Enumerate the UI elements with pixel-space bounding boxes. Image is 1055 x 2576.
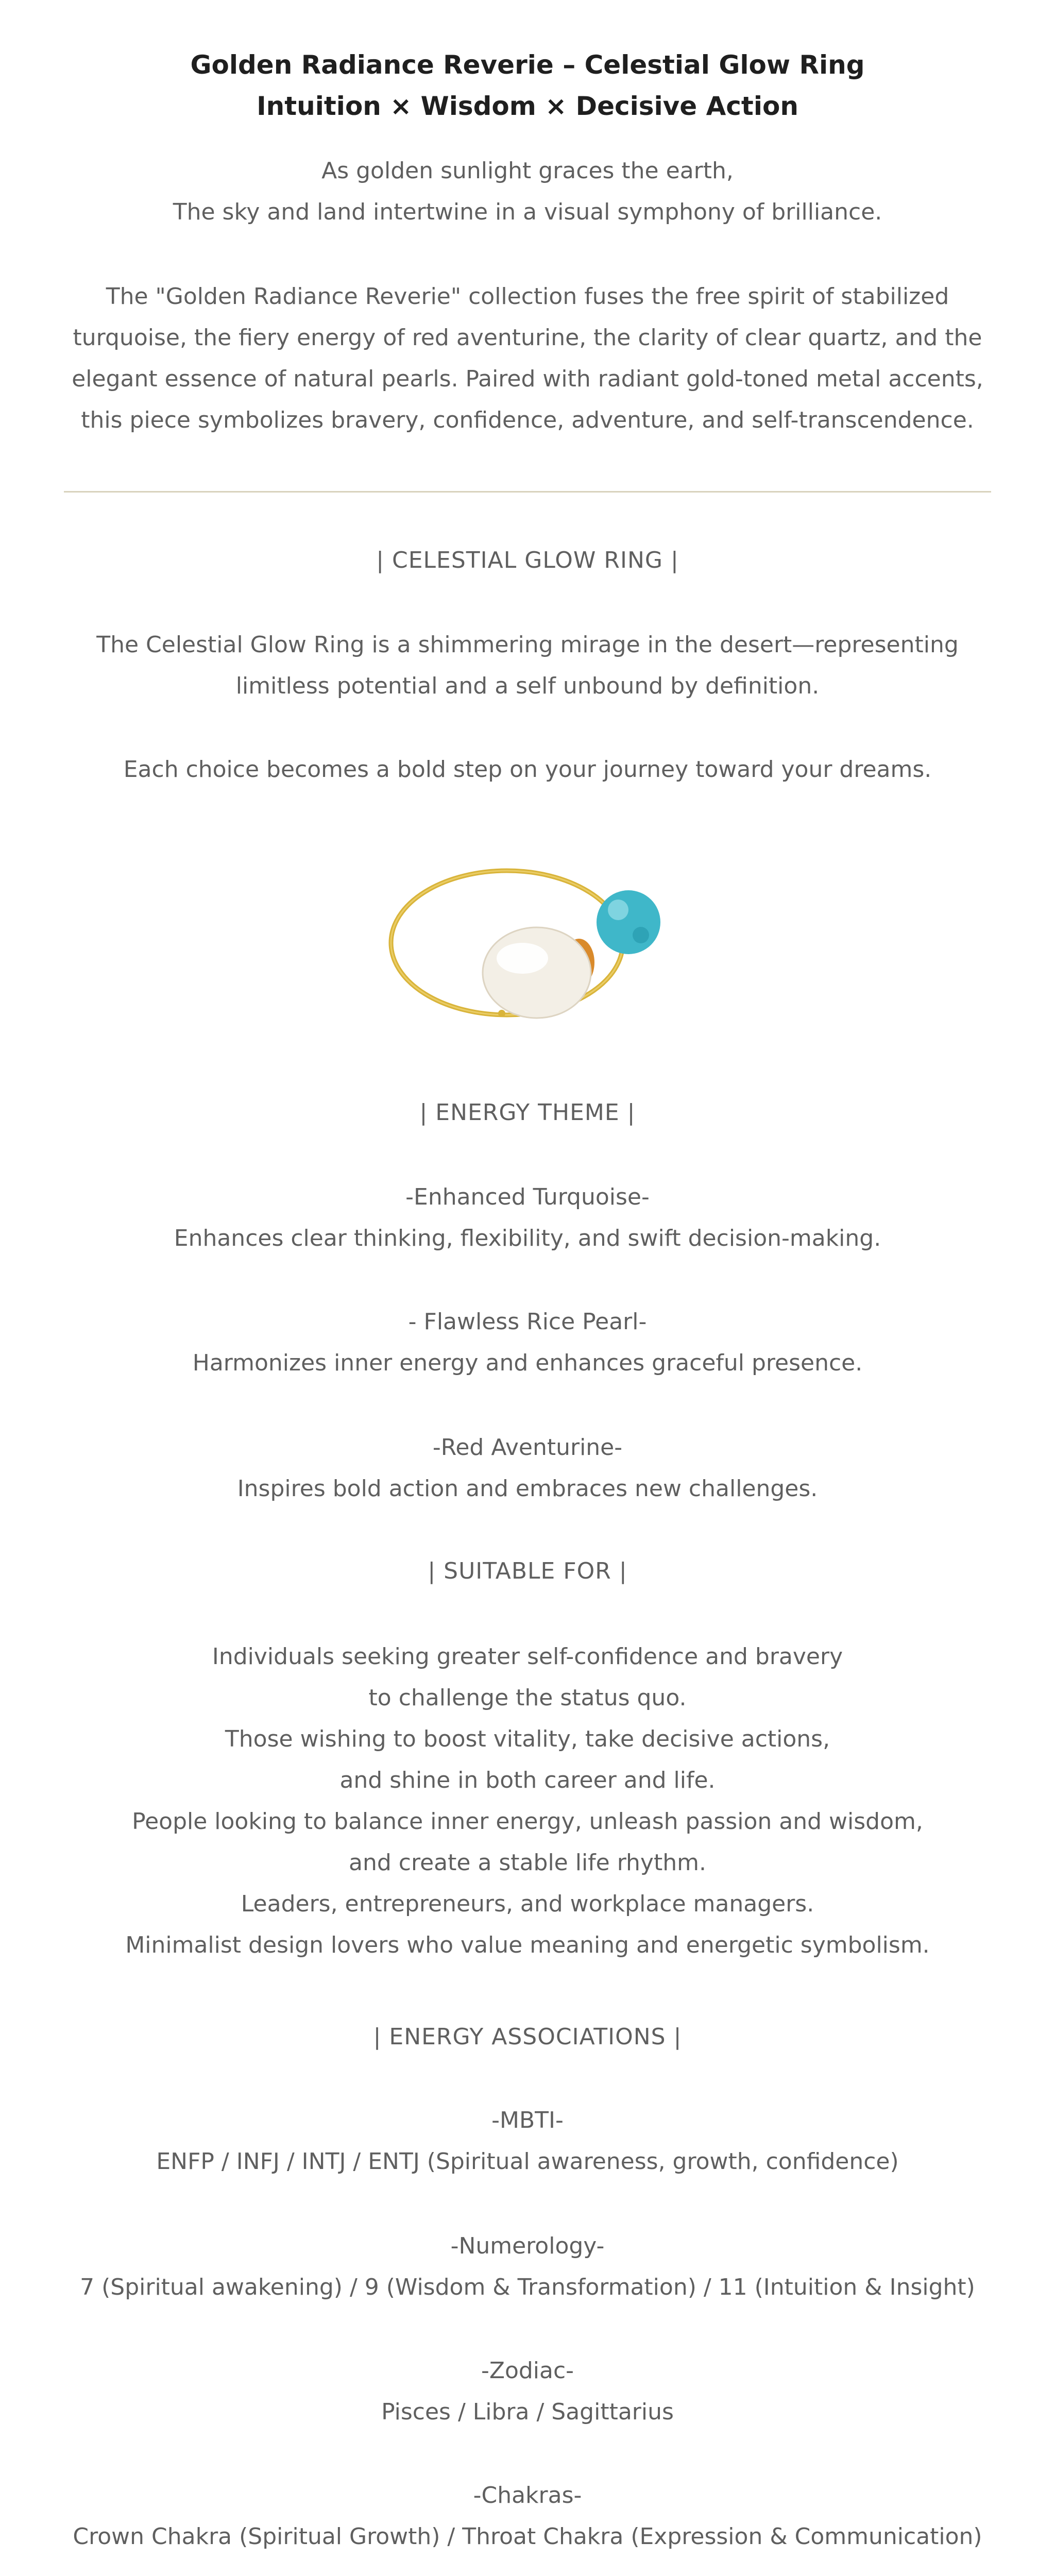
text-line: The "Golden Radiance Reverie" collection fuses the free spirit of stabilized [106,283,949,310]
association-item [0,2100,1055,2182]
energy-item-desc: Inspires bold action and embraces new challenges. [237,1476,818,1502]
text-line: As golden sunlight graces the earth, [321,158,734,184]
ring-illustration [383,866,672,1051]
text-line: People looking to balance inner energy, unleash passion and wisdom, [132,1808,923,1835]
text-line: Leaders, entrepreneurs, and workplace managers. [241,1891,814,1917]
association-name: -Zodiac- [481,2358,574,2384]
turquoise-bead [597,890,660,954]
text-line: and shine in both career and life. [339,1767,716,1793]
association-item [0,2475,1055,2557]
energy-item-desc: Harmonizes inner energy and enhances graceful presence. [192,1350,863,1376]
gold-bead [498,1010,505,1017]
energy-item-name: -Enhanced Turquoise- [405,1184,650,1210]
association-name: -MBTI- [491,2107,564,2133]
section-heading-energy-theme [0,1092,1055,1133]
text-line: turquoise, the fiery energy of red aventurine, the clarity of clear quartz, and the [73,325,982,351]
section-heading-product [0,540,1055,581]
text-line: Each choice becomes a bold step on your journey toward your dreams. [123,756,932,783]
association-value: Pisces / Libra / Sagittarius [381,2399,674,2425]
divider [64,491,991,493]
heading-text: | ENERGY THEME | [419,1099,636,1126]
product-description [0,624,1055,707]
association-value: Crown Chakra (Spiritual Growth) / Throat Chakra (Expression & Communication) [73,2523,982,2550]
subtitle-line: Intuition × Wisdom × Decisive Action [257,91,798,121]
association-value: ENFP / INFJ / INTJ / ENTJ (Spiritual awareness, growth, confidence) [156,2148,899,2175]
association-item [0,2350,1055,2433]
heading-text: | CELESTIAL GLOW RING | [376,547,679,573]
text-line: Individuals seeking greater self-confidence and bravery [212,1643,843,1670]
product-tagline [0,749,1055,790]
association-name: -Chakras- [473,2482,582,2509]
energy-item-name: - Flawless Rice Pearl- [408,1309,647,1335]
text-line: elegant essence of natural pearls. Paired with radiant gold-toned metal accents, [72,366,983,392]
text-line: The Celestial Glow Ring is a shimmering mirage in the desert—representing [96,632,959,658]
text-line: The sky and land intertwine in a visual symphony of brilliance. [173,199,882,225]
text-line: and create a stable life rhythm. [349,1850,706,1876]
page-title [0,44,1055,127]
intro-poem [0,150,1055,233]
association-name: -Numerology- [450,2233,605,2259]
association-item [0,2226,1055,2308]
energy-item [0,1427,1055,1510]
text-line: to challenge the status quo. [368,1685,687,1711]
energy-item [0,1301,1055,1384]
section-heading-energy-associations [0,2016,1055,2058]
pearl-bead [483,927,591,1018]
heading-text: | SUITABLE FOR | [428,1558,627,1584]
text-line: this piece symbolizes bravery, confidence, adventure, and self-transcendence. [81,407,974,433]
heading-text: | ENERGY ASSOCIATIONS | [373,2024,682,2050]
title-line: Golden Radiance Reverie – Celestial Glow Ring [190,50,865,80]
section-heading-suitable-for [0,1551,1055,1592]
text-line: limitless potential and a self unbound by definition. [235,673,820,699]
text-line: Those wishing to boost vitality, take decisive actions, [225,1726,830,1752]
intro-description [0,276,1055,441]
text-line: Minimalist design lovers who value meaning and energetic symbolism. [125,1932,930,1958]
energy-item-name: -Red Aventurine- [432,1434,623,1461]
energy-item-desc: Enhances clear thinking, flexibility, and swift decision-making. [174,1225,881,1251]
suitable-for-list [0,1636,1055,1966]
energy-item [0,1177,1055,1259]
association-value: 7 (Spiritual awakening) / 9 (Wisdom & Transformation) / 11 (Intuition & Insight) [80,2274,975,2300]
